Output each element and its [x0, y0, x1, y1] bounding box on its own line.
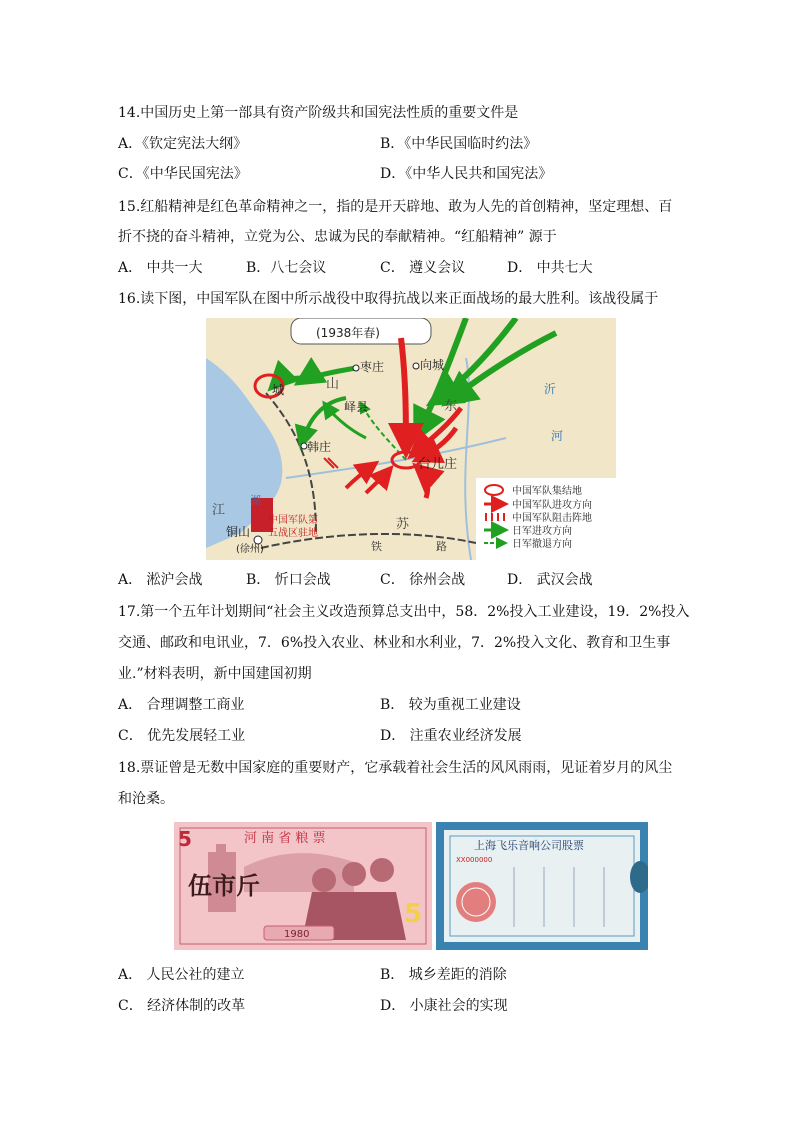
grain-ticket-title: 河 南 省 粮 票 — [244, 831, 326, 846]
region-label: 东 — [444, 399, 458, 414]
region-label: 河 — [551, 429, 564, 443]
q14-option-c: C．《中华民国宪法》 — [118, 166, 248, 182]
map-title: (1938年春) — [316, 326, 380, 340]
place-label: (徐州) — [236, 544, 264, 555]
hq-label-line1: 中国军队第 — [268, 515, 318, 526]
q17-option-c: C． 优先发展轻工业 — [118, 728, 246, 744]
hq-label-line2: 五战区驻地 — [268, 528, 318, 539]
q18-option-a: A． 人民公社的建立 — [118, 967, 245, 983]
q17-option-d: D． 注重农业经济发展 — [380, 728, 522, 744]
region-label: 路 — [436, 540, 447, 553]
legend-label: 日军进攻方向 — [512, 526, 572, 537]
q18-stem-line1: 18.票证曾是无数中国家庭的重要财产，它承载着社会生活的风风雨雨，见证着岁月的风尘 — [118, 760, 673, 776]
stock-title: 上海飞乐音响公司股票 — [474, 839, 584, 852]
grain-ticket-year: 1980 — [284, 929, 310, 940]
q14-option-d: D．《中华人民共和国宪法》 — [380, 166, 553, 182]
q17-stem-line1: 17.第一个五年计划期间“社会主义改造预算总支出中，58．2%投入工业建设，19．2%投入 — [118, 604, 690, 620]
grain-ticket-amount: 伍市斤 — [188, 871, 260, 900]
q16-option-a: A． 淞沪会战 — [118, 572, 203, 588]
q16-stem: 16.读下图，中国军队在图中所示战役中取得抗战以来正面战场的最大胜利。该战役属于 — [118, 291, 659, 307]
q18-option-b: B． 城乡差距的消除 — [380, 967, 507, 983]
q15-option-c: C． 遵义会议 — [380, 260, 466, 276]
q18-option-d: D． 小康社会的实现 — [380, 998, 508, 1014]
q16-option-b: B． 忻口会战 — [246, 572, 331, 588]
grain-ticket-number: 5 — [178, 827, 192, 851]
q14-stem: 14.中国历史上第一部具有资产阶级共和国宪法性质的重要文件是 — [118, 105, 519, 121]
q18-stem-line2: 和沧桑。 — [118, 791, 174, 807]
q15-option-a: A． 中共一大 — [118, 260, 203, 276]
q17-stem-line3: 业.”材料表明，新中国建国初期 — [118, 666, 312, 682]
place-label: 韩庄 — [307, 440, 332, 454]
place-label: 枣庄 — [360, 360, 385, 374]
region-label: 沂 — [544, 382, 557, 396]
q15-option-b: B．八七会议 — [246, 260, 327, 276]
q15-stem-line2: 折不挠的奋斗精神，立党为公、忠诚为民的奉献精神。“红船精神” 源于 — [118, 229, 557, 245]
place-label: 城 — [272, 383, 285, 397]
q14-option-a: A．《钦定宪法大纲》 — [118, 136, 248, 152]
region-label: 江 — [212, 503, 226, 518]
q16-option-d: D． 武汉会战 — [507, 572, 593, 588]
legend-label: 日军撤退方向 — [512, 539, 572, 550]
place-label-taierzhuang: 台儿庄 — [418, 457, 458, 472]
legend-label: 中国军队集结地 — [512, 486, 582, 497]
place-label: 向城 — [420, 358, 445, 372]
place-label: 峄县 — [344, 400, 369, 414]
place-label: 铜山 — [226, 525, 251, 539]
region-label: 山 — [326, 377, 340, 392]
region-label: 湖 — [250, 494, 261, 507]
stock-serial: XX000000 — [456, 856, 493, 864]
legend-label: 中国军队阻击阵地 — [512, 513, 592, 524]
q14-option-b: B．《中华民国临时约法》 — [380, 136, 538, 152]
q17-option-a: A． 合理调整工商业 — [118, 697, 245, 713]
region-label: 苏 — [396, 517, 410, 532]
ration-and-stock-images — [174, 822, 648, 950]
q15-stem-line1: 15.红船精神是红色革命精神之一，指的是开天辟地、敢为人先的首创精神，坚定理想、百 — [118, 199, 673, 215]
taierzhuang-battle-map — [206, 318, 616, 560]
grain-ticket-big-number: 5 — [404, 899, 423, 929]
q17-option-b: B． 较为重视工业建设 — [380, 697, 521, 713]
q16-option-c: C． 徐州会战 — [380, 572, 466, 588]
q17-stem-line2: 交通、邮政和电讯业，7．6%投入农业、林业和水利业，7．2%投入文化、教育和卫生事 — [118, 635, 671, 651]
region-label: 铁 — [371, 540, 382, 553]
q18-option-c: C． 经济体制的改革 — [118, 998, 246, 1014]
legend-label: 中国军队进攻方向 — [512, 500, 592, 511]
q15-option-d: D． 中共七大 — [507, 260, 593, 276]
